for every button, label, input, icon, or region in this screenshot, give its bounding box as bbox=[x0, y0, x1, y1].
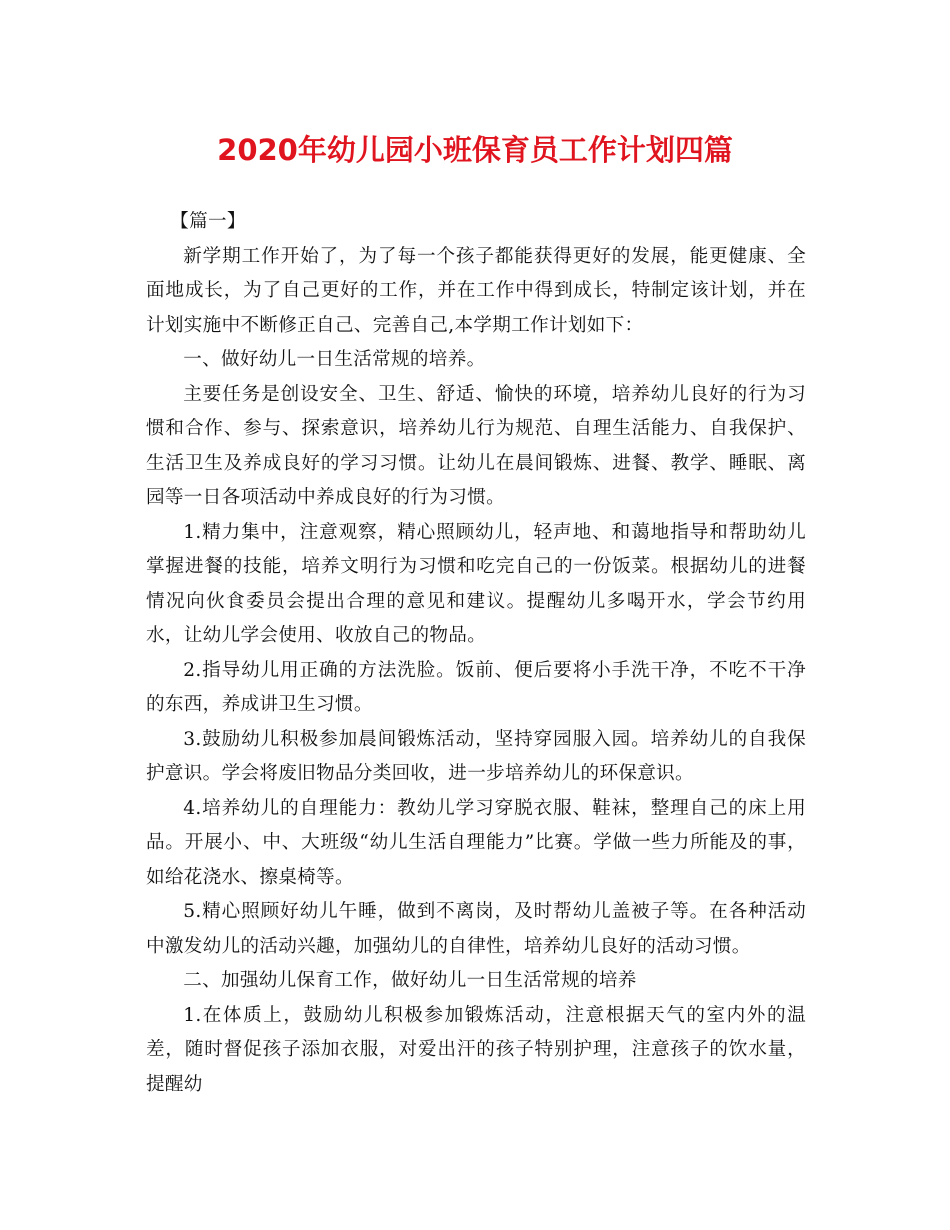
paragraph: 新学期工作开始了，为了每一个孩子都能获得更好的发展，能更健康、全面地成长，为了自己更好的工作，并在工作中得到成长，特制定该计划，并在计划实施中不断修正自己、完善自己,本学期工作计划如下： bbox=[146, 245, 806, 336]
list-item: 2.指导幼儿用正确的方法洗脸。饭前、便后要将小手洗干净，不吃不干净的东西，养成讲卫生习惯。 bbox=[146, 659, 806, 715]
section-label: 【篇一】 bbox=[170, 211, 246, 232]
section-heading: 二、加强幼儿保育工作，做好幼儿一日生活常规的培养 bbox=[183, 970, 637, 991]
list-item: 3.鼓励幼儿积极参加晨间锻炼活动，坚持穿园服入园。培养幼儿的自我保护意识。学会将废旧物品分类回收，进一步培养幼儿的环保意识。 bbox=[146, 728, 806, 784]
document-body bbox=[146, 205, 806, 1102]
document-title: 2020年幼儿园小班保育员工作计划四篇 bbox=[217, 133, 733, 167]
list-item: 1.在体质上，鼓励幼儿积极参加锻炼活动，注意根据天气的室内外的温差，随时督促孩子添加衣服，对爱出汗的孩子特别护理，注意孩子的饮水量，提醒幼 bbox=[146, 1004, 806, 1095]
section-heading: 一、做好幼儿一日生活常规的培养。 bbox=[183, 349, 486, 370]
list-item: 1.精力集中，注意观察，精心照顾幼儿，轻声地、和蔼地指导和帮助幼儿掌握进餐的技能，培养文明行为习惯和吃完自己的一份饭菜。根据幼儿的进餐情况向伙食委员会提出合理的意见和建议。提醒幼儿多喝开水，学会节约用水，让幼儿学会使用、收放自己的物品。 bbox=[146, 521, 806, 646]
paragraph: 主要任务是创设安全、卫生、舒适、愉快的环境，培养幼儿良好的行为习惯和合作、参与、探索意识，培养幼儿行为规范、自理生活能力、自我保护、生活卫生及养成良好的学习习惯。让幼儿在晨间锻炼、进餐、教学、睡眠、离园等一日各项活动中养成良好的行为习惯。 bbox=[146, 383, 806, 508]
list-item: 4.培养幼儿的自理能力：教幼儿学习穿脱衣服、鞋袜，整理自己的床上用品。开展小、中、大班级“幼儿生活自理能力”比赛。学做一些力所能及的事，如给花浇水、擦桌椅等。 bbox=[146, 797, 806, 888]
list-item: 5.精心照顾好幼儿午睡，做到不离岗，及时帮幼儿盖被子等。在各种活动中激发幼儿的活动兴趣，加强幼儿的自律性，培养幼儿良好的活动习惯。 bbox=[146, 901, 806, 957]
